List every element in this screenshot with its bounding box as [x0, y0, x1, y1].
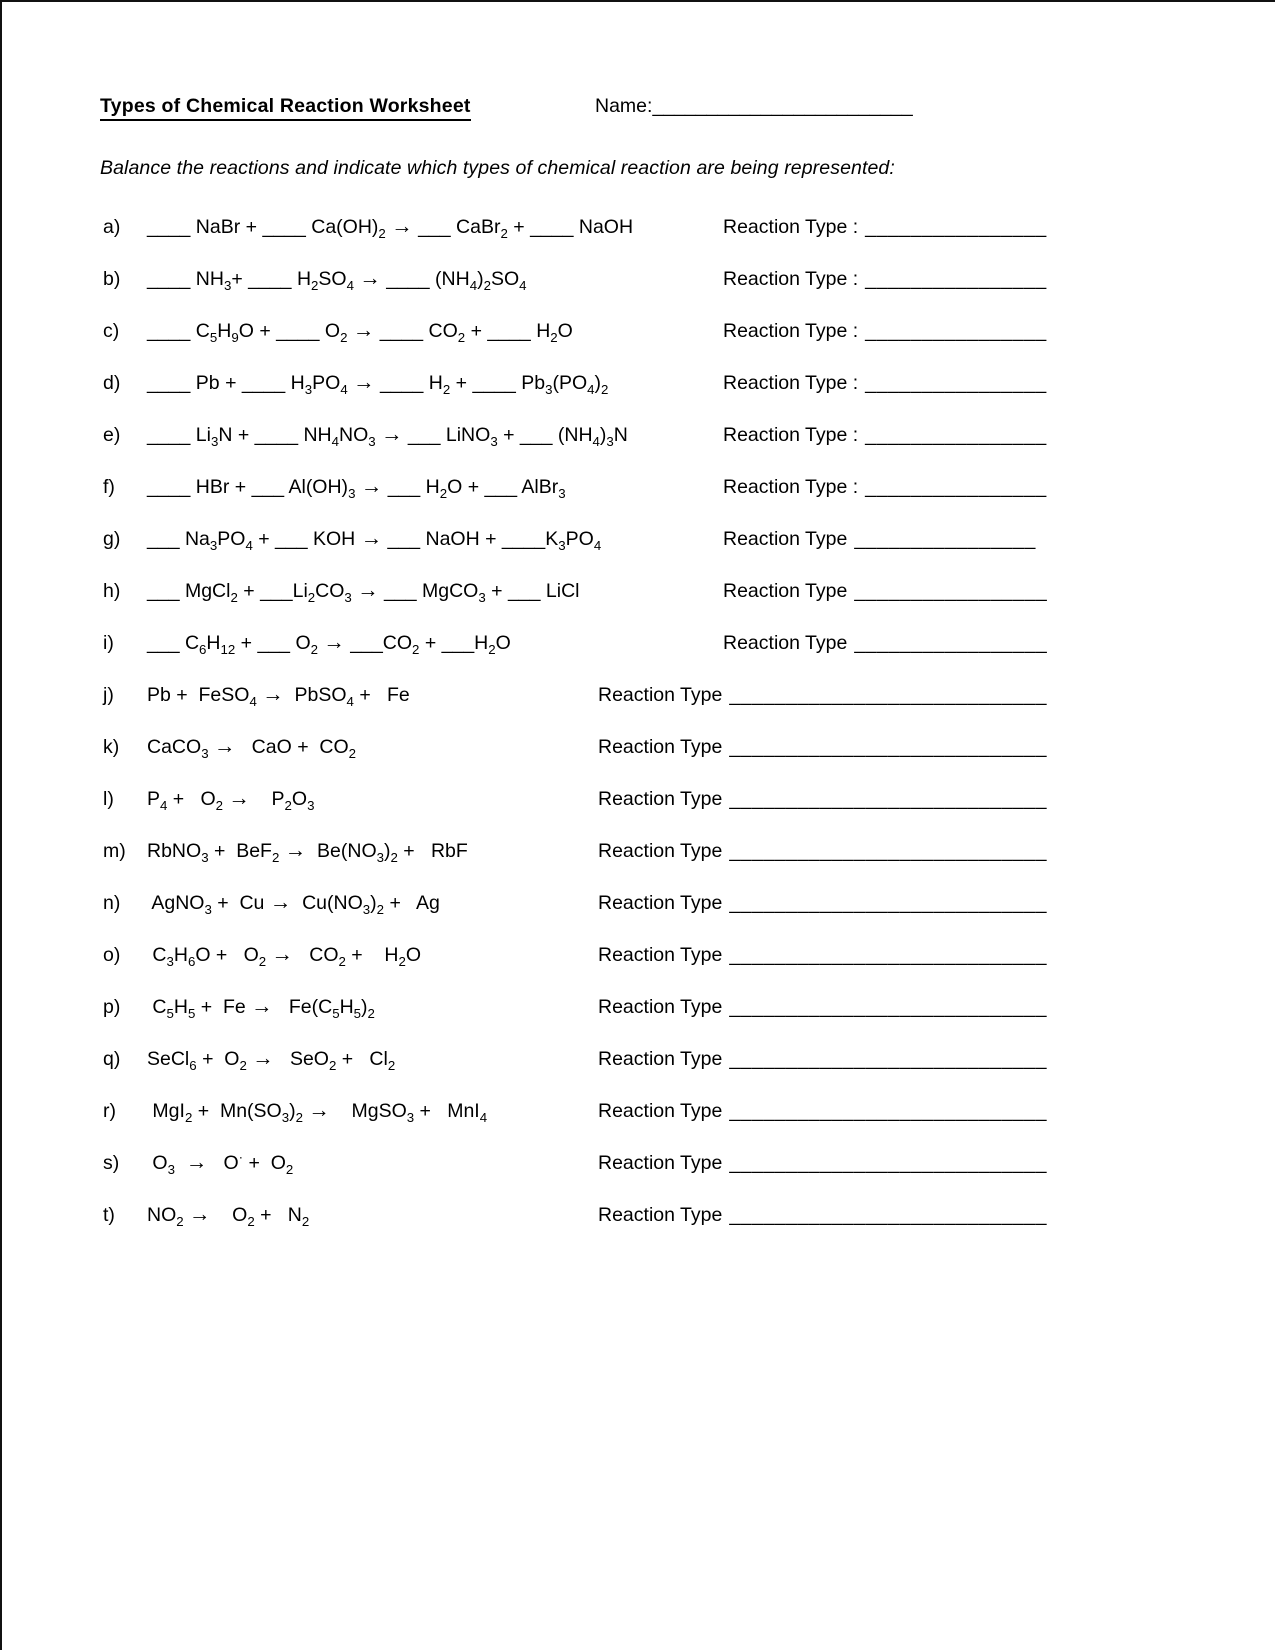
chemical-equation: ___ $Na_3PO_4$ + ___ KOH → ___ NaOH + $\_\_\_\_K_3PO_4$ [147, 526, 602, 553]
arrow-right-icon: → [185, 1150, 208, 1174]
page-title: Types of Chemical Reaction Worksheet [100, 95, 471, 121]
arrow-right-icon: → [252, 1046, 274, 1070]
arrow-right-icon: → [228, 786, 250, 810]
arrow-right-icon: → [251, 994, 273, 1018]
reaction-type-field [598, 929, 1047, 981]
arrow-right-icon: → [262, 682, 284, 706]
reaction-type-field [723, 617, 1047, 669]
row-letter: d) [103, 372, 121, 394]
worksheet-row [100, 876, 1195, 928]
worksheet-row [100, 252, 1195, 304]
worksheet-row [100, 1188, 1195, 1240]
reaction-type-field [723, 357, 1047, 409]
row-letter: i) [103, 632, 114, 654]
row-letter: g) [103, 528, 121, 550]
row-letter: k) [103, 736, 120, 758]
chemical-equation: ____ HBr + ___ $Al(OH)_3$ → ___ $H_2O$ + ___ AlBr$_3$ [147, 474, 566, 501]
worksheet-row [100, 824, 1195, 876]
row-letter: a) [103, 216, 121, 238]
worksheet-row [100, 564, 1195, 616]
arrow-right-icon: → [360, 526, 383, 550]
reaction-type-blank: ____________________________ [729, 840, 1047, 862]
arrow-right-icon: → [357, 578, 379, 602]
reaction-type-field [598, 825, 1047, 877]
row-letter: n) [103, 892, 121, 914]
chemical-equation: $O_3 \to O^\cdot + O_2$ [147, 1149, 294, 1177]
reaction-type-label: Reaction Type [598, 840, 723, 862]
reaction-type-blank: ________________ [865, 372, 1047, 394]
reaction-type-field [723, 565, 1047, 617]
name-field [595, 95, 913, 118]
reaction-type-label: Reaction Type : [723, 476, 859, 498]
chemical-equation: ____ NaBr + ____ $Ca(OH)_2$ → ___ CaBr$_2$ + ____ NaOH [147, 214, 634, 241]
reaction-type-field [598, 877, 1047, 929]
reaction-type-field [598, 669, 1047, 721]
reaction-type-field [723, 201, 1047, 253]
reaction-type-blank: ________________ [865, 424, 1047, 446]
arrow-right-icon: → [284, 838, 307, 862]
arrow-right-icon: → [359, 266, 381, 290]
reaction-type-label: Reaction Type : [723, 424, 859, 446]
chemical-equation: RbNO$_3$ + $BeF_2 \to Be(NO_3)_2$ + RbF [147, 838, 468, 865]
arrow-right-icon: → [269, 890, 292, 914]
reaction-type-label: Reaction Type : [723, 216, 859, 238]
reaction-type-blank: ____________________________ [729, 1152, 1047, 1174]
worksheet-row [100, 200, 1195, 252]
reaction-type-label: Reaction Type : [723, 320, 859, 342]
worksheet-row [100, 980, 1195, 1032]
row-letter: m) [103, 840, 126, 862]
worksheet-row [100, 1032, 1195, 1084]
row-letter: o) [103, 944, 121, 966]
row-letter: h) [103, 580, 121, 602]
row-letter: t) [103, 1204, 115, 1226]
reaction-type-field [723, 513, 1036, 565]
row-letter: c) [103, 320, 120, 342]
reaction-type-label: Reaction Type [598, 1204, 723, 1226]
worksheet-row [100, 408, 1195, 460]
row-letter: f) [103, 476, 115, 498]
reaction-type-label: Reaction Type : [723, 372, 859, 394]
reaction-type-label: Reaction Type [598, 1152, 723, 1174]
arrow-right-icon: → [352, 318, 375, 342]
reaction-type-blank: ____________________________ [729, 1204, 1047, 1226]
reaction-type-label: Reaction Type [598, 1100, 723, 1122]
reaction-type-field [723, 305, 1047, 357]
reaction-type-blank: ____________________________ [729, 996, 1047, 1018]
reaction-type-blank: ____________________________ [729, 1100, 1047, 1122]
reaction-type-label: Reaction Type [598, 892, 723, 914]
reaction-type-field [598, 1189, 1047, 1241]
reaction-type-field [723, 409, 1047, 461]
chemical-equation: $C_5H_5 + Fe \to Fe(C_5H_5)_2$ [147, 994, 375, 1021]
worksheet-row [100, 304, 1195, 356]
row-letter: l) [103, 788, 114, 810]
reaction-type-blank: ________________ [865, 476, 1047, 498]
chemical-equation: ____ $C_5H_9O$ + ____ $O_2$ → ____ $CO_2$ + ____ $H_2O$ [147, 318, 573, 345]
reaction-type-field [598, 981, 1047, 1033]
reaction-type-blank: ________________ [854, 528, 1036, 550]
chemical-equation: $P_4 + O_2$ → $P_2O_3$ [147, 786, 315, 813]
chemical-equation: $MgI_2 + Mn(SO_3)_2$ → MgSO$_3$ + MnI$_4$ [147, 1098, 488, 1125]
reaction-type-blank: ________________ [865, 320, 1047, 342]
reaction-type-label: Reaction Type [598, 996, 723, 1018]
reaction-type-label: Reaction Type [598, 1048, 723, 1070]
arrow-right-icon: → [381, 422, 403, 446]
reaction-type-field [598, 773, 1047, 825]
reaction-type-label: Reaction Type [598, 788, 723, 810]
reaction-type-field [598, 1137, 1047, 1189]
reaction-type-blank: ____________________________ [729, 1048, 1047, 1070]
name-blank-line: ________________________ [652, 95, 913, 117]
worksheet-row [100, 460, 1195, 512]
reaction-type-field [598, 1085, 1047, 1137]
arrow-right-icon: → [213, 734, 236, 758]
reaction-type-blank: ____________________________ [729, 892, 1047, 914]
worksheet-header [100, 95, 1195, 131]
chemical-equation: ____ $Li_3N$ + ____ $NH_4NO_3$ → ___ LiNO$_3$ + ___ $(NH_4)_3N$ [147, 422, 628, 449]
reaction-type-blank: ____________________________ [729, 736, 1047, 758]
worksheet-row [100, 928, 1195, 980]
row-letter: r) [103, 1100, 116, 1122]
chemical-equation: ___ MgCl$_2$ + $\_\_\_Li_2CO_3$ → ___ MgCO$_3$ + ___ LiCl [147, 578, 580, 605]
worksheet-row [100, 616, 1195, 668]
reaction-type-blank: ____________________________ [729, 944, 1047, 966]
instructions-text: Balance the reactions and indicate which types of chemical reaction are being represented: [100, 157, 895, 179]
reaction-type-label: Reaction Type [598, 684, 723, 706]
reaction-list [100, 200, 1195, 1240]
chemical-equation: $C_3H_6O + O_2 \to CO_2$ + $H_2O$ [147, 942, 421, 969]
arrow-right-icon: → [189, 1202, 211, 1226]
arrow-right-icon: → [308, 1098, 330, 1122]
chemical-equation: SeCl$_6$ + $O_2 \to SeO_2 + Cl_2$ [147, 1046, 396, 1073]
reaction-type-field [598, 1033, 1047, 1085]
reaction-type-field [723, 253, 1047, 305]
arrow-right-icon: → [323, 630, 345, 654]
row-letter: b) [103, 268, 121, 290]
reaction-type-label: Reaction Type [723, 528, 848, 550]
worksheet-row [100, 772, 1195, 824]
worksheet-row [100, 512, 1195, 564]
arrow-right-icon: → [353, 370, 375, 394]
row-letter: j) [103, 684, 114, 706]
row-letter: q) [103, 1048, 121, 1070]
chemical-equation: ___ $C_6H_{12}$ + ___ $O_2$ → $\_\_\_CO_2$ + $\_\_\_H_2O$ [147, 630, 511, 657]
reaction-type-label: Reaction Type [598, 944, 723, 966]
reaction-type-label: Reaction Type [723, 632, 848, 654]
row-letter: e) [103, 424, 121, 446]
row-letter: p) [103, 996, 121, 1018]
reaction-type-blank: ________________ [865, 268, 1047, 290]
reaction-type-label: Reaction Type [723, 580, 848, 602]
reaction-type-blank: ________________ [865, 216, 1047, 238]
chemical-equation: ____ $NH_3+$ ____ $H_2SO_4$ → ____ $(NH_4)_2SO_4$ [147, 266, 527, 293]
chemical-equation: AgNO$_3$ + $Cu \to Cu(NO_3)_2 + Ag$ [147, 890, 440, 917]
reaction-type-label: Reaction Type [598, 736, 723, 758]
reaction-type-field [598, 721, 1047, 773]
chemical-equation: Pb + FeSO$_4$ → PbSO$_4$ + Fe [147, 682, 410, 709]
reaction-type-blank: ____________________________ [729, 788, 1047, 810]
reaction-type-blank: ____________________________ [729, 684, 1047, 706]
arrow-right-icon: → [391, 214, 413, 238]
worksheet-row [100, 1136, 1195, 1188]
worksheet-row [100, 356, 1195, 408]
reaction-type-blank: _________________ [854, 580, 1048, 602]
worksheet-row [100, 1084, 1195, 1136]
arrow-right-icon: → [360, 474, 383, 498]
chemical-equation: ____ Pb + ____ $H_3PO_4$ → ____ $H_2$ + ____ $Pb_3(PO_4)_2$ [147, 370, 609, 397]
row-letter: s) [103, 1152, 120, 1174]
reaction-type-field [723, 461, 1047, 513]
chemical-equation: $NO_2$ → $O_2 + N_2$ [147, 1202, 310, 1229]
reaction-type-label: Reaction Type : [723, 268, 859, 290]
worksheet-row [100, 668, 1195, 720]
chemical-equation: CaCO$_3$ → CaO + $CO_2$ [147, 734, 357, 761]
name-label: Name: [595, 95, 653, 117]
reaction-type-blank: _________________ [854, 632, 1048, 654]
arrow-right-icon: → [271, 942, 293, 966]
worksheet-row [100, 720, 1195, 772]
